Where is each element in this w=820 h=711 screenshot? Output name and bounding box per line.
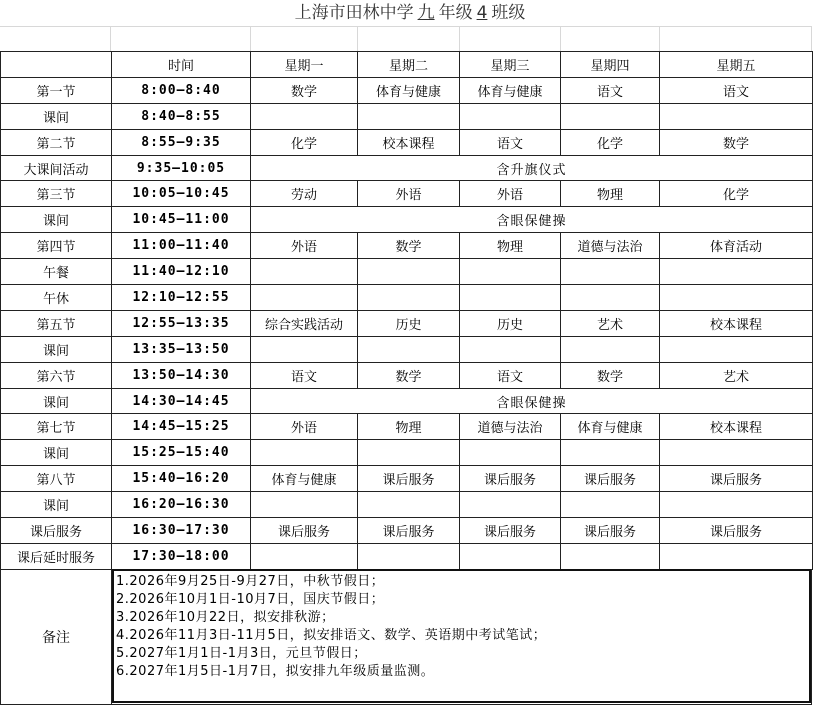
subject-cell: 外语	[251, 233, 358, 259]
notes-section	[0, 569, 812, 705]
period-label: 第四节	[1, 233, 112, 259]
subject-cell	[251, 492, 358, 518]
subject-cell	[460, 103, 561, 129]
subject-cell	[358, 336, 460, 362]
merged-activity-cell: 含眼保健操	[251, 207, 813, 233]
subject-cell: 物理	[460, 233, 561, 259]
subject-cell: 课后服务	[561, 466, 660, 492]
merged-activity-cell: 含眼保健操	[251, 388, 813, 414]
subject-cell	[358, 492, 460, 518]
table-row	[1, 466, 813, 492]
subject-cell	[460, 440, 561, 466]
subject-cell: 外语	[251, 414, 358, 440]
period-label: 课间	[1, 492, 112, 518]
subject-cell	[660, 259, 813, 285]
header-time: 时间	[112, 52, 251, 78]
period-time: 8:40—8:55	[112, 103, 251, 129]
notes-list	[112, 569, 811, 703]
subject-cell: 化学	[561, 129, 660, 155]
subject-cell: 历史	[460, 310, 561, 336]
merged-activity-cell: 含升旗仪式	[251, 155, 813, 181]
period-label: 课间	[1, 207, 112, 233]
period-label: 第八节	[1, 466, 112, 492]
subject-cell	[660, 336, 813, 362]
subject-cell	[358, 259, 460, 285]
period-time: 14:45—15:25	[112, 414, 251, 440]
subject-cell: 课后服务	[358, 518, 460, 544]
table-row	[1, 103, 813, 129]
period-label: 课间	[1, 388, 112, 414]
table-row	[1, 310, 813, 336]
subject-cell: 语文	[660, 77, 813, 103]
period-label: 课间	[1, 103, 112, 129]
subject-cell	[660, 103, 813, 129]
period-time: 10:05—10:45	[112, 181, 251, 207]
subject-cell	[251, 543, 358, 569]
period-label: 第三节	[1, 181, 112, 207]
period-label: 第二节	[1, 129, 112, 155]
period-label: 午餐	[1, 259, 112, 285]
table-row	[1, 77, 813, 103]
subject-cell: 综合实践活动	[251, 310, 358, 336]
header-day: 星期五	[660, 52, 813, 78]
note-line: 5.2027年1月1日-1月3日，元旦节假日；	[116, 646, 367, 661]
subject-cell	[460, 543, 561, 569]
subject-cell	[358, 103, 460, 129]
subject-cell: 数学	[358, 362, 460, 388]
period-time: 12:10—12:55	[112, 285, 251, 311]
subject-cell	[561, 492, 660, 518]
subject-cell	[561, 543, 660, 569]
subject-cell: 道德与法治	[460, 414, 561, 440]
table-row	[1, 155, 813, 181]
table-row	[1, 492, 813, 518]
page-title	[0, 0, 820, 26]
title-grade-label: 年级	[438, 3, 473, 23]
subject-cell	[660, 285, 813, 311]
period-label: 午休	[1, 285, 112, 311]
subject-cell: 数学	[561, 362, 660, 388]
table-row	[1, 207, 813, 233]
subject-cell: 化学	[660, 181, 813, 207]
table-row	[1, 518, 813, 544]
note-line: 2.2026年10月1日-10月7日，国庆节假日；	[116, 592, 385, 607]
subject-cell: 语文	[460, 362, 561, 388]
table-row	[1, 129, 813, 155]
period-time: 13:35—13:50	[112, 336, 251, 362]
subject-cell	[460, 285, 561, 311]
subject-cell: 外语	[460, 181, 561, 207]
subject-cell: 物理	[561, 181, 660, 207]
note-line: 3.2026年10月22日，拟安排秋游；	[116, 610, 335, 625]
subject-cell: 劳动	[251, 181, 358, 207]
note-line: 6.2027年1月5日-1月7日，拟安排九年级质量监测。	[116, 664, 435, 679]
period-time: 16:30—17:30	[112, 518, 251, 544]
period-label: 第一节	[1, 77, 112, 103]
period-time: 10:45—11:00	[112, 207, 251, 233]
subject-cell	[660, 492, 813, 518]
subject-cell	[358, 285, 460, 311]
table-row	[1, 336, 813, 362]
subject-cell	[460, 336, 561, 362]
subject-cell: 课后服务	[358, 466, 460, 492]
period-label: 课后服务	[1, 518, 112, 544]
table-row	[1, 388, 813, 414]
period-label: 大课间活动	[1, 155, 112, 181]
subject-cell: 课后服务	[660, 518, 813, 544]
subject-cell	[251, 336, 358, 362]
table-row	[1, 362, 813, 388]
period-time: 9:35—10:05	[112, 155, 251, 181]
subject-cell: 外语	[358, 181, 460, 207]
note-line: 1.2026年9月25日-9月27日，中秋节假日；	[116, 574, 385, 589]
table-row	[1, 285, 813, 311]
subject-cell	[358, 543, 460, 569]
subject-cell	[561, 440, 660, 466]
subject-cell: 化学	[251, 129, 358, 155]
title-class-label: 班级	[491, 3, 526, 23]
subject-cell: 物理	[358, 414, 460, 440]
subject-cell: 课后服务	[561, 518, 660, 544]
title-class: 4	[476, 3, 488, 23]
period-time: 15:40—16:20	[112, 466, 251, 492]
period-time: 8:55—9:35	[112, 129, 251, 155]
header-corner	[1, 52, 112, 78]
subject-cell: 校本课程	[660, 414, 813, 440]
period-time: 15:25—15:40	[112, 440, 251, 466]
subject-cell	[561, 336, 660, 362]
header-day: 星期三	[460, 52, 561, 78]
subject-cell: 艺术	[561, 310, 660, 336]
subject-cell: 体育活动	[660, 233, 813, 259]
table-row	[1, 259, 813, 285]
period-label: 课间	[1, 440, 112, 466]
subject-cell	[251, 259, 358, 285]
notes-label: 备注	[1, 569, 112, 705]
subject-cell: 道德与法治	[561, 233, 660, 259]
subject-cell	[660, 440, 813, 466]
table-row	[1, 543, 813, 569]
header-row	[1, 52, 813, 78]
period-time: 14:30—14:45	[112, 388, 251, 414]
table-row	[1, 414, 813, 440]
period-label: 课间	[1, 336, 112, 362]
title-grade: 九	[417, 3, 435, 23]
subject-cell	[460, 492, 561, 518]
subject-cell: 校本课程	[660, 310, 813, 336]
period-label: 第六节	[1, 362, 112, 388]
subject-cell: 体育与健康	[251, 466, 358, 492]
subject-cell	[561, 259, 660, 285]
subject-cell: 语文	[460, 129, 561, 155]
period-time: 17:30—18:00	[112, 543, 251, 569]
subject-cell	[251, 103, 358, 129]
title-school: 上海市田林中学	[294, 3, 414, 23]
subject-cell	[251, 440, 358, 466]
subject-cell: 数学	[660, 129, 813, 155]
subject-cell: 校本课程	[358, 129, 460, 155]
subject-cell: 艺术	[660, 362, 813, 388]
header-day: 星期二	[358, 52, 460, 78]
subject-cell: 语文	[251, 362, 358, 388]
subject-cell: 课后服务	[460, 466, 561, 492]
period-label: 课后延时服务	[1, 543, 112, 569]
subject-cell	[251, 285, 358, 311]
table-row	[1, 440, 813, 466]
table-row	[1, 181, 813, 207]
period-time: 11:40—12:10	[112, 259, 251, 285]
note-line: 4.2026年11月3日-11月5日，拟安排语文、数学、英语期中考试笔试；	[116, 628, 547, 643]
subject-cell	[561, 285, 660, 311]
header-day: 星期四	[561, 52, 660, 78]
period-time: 11:00—11:40	[112, 233, 251, 259]
subject-cell: 体育与健康	[460, 77, 561, 103]
period-time: 12:55—13:35	[112, 310, 251, 336]
period-time: 13:50—14:30	[112, 362, 251, 388]
subject-cell	[358, 440, 460, 466]
period-label: 第五节	[1, 310, 112, 336]
subject-cell	[561, 103, 660, 129]
subject-cell	[660, 543, 813, 569]
table-row	[1, 233, 813, 259]
subject-cell	[460, 259, 561, 285]
header-day: 星期一	[251, 52, 358, 78]
timetable	[0, 51, 813, 570]
subject-cell: 体育与健康	[561, 414, 660, 440]
subject-cell: 历史	[358, 310, 460, 336]
subject-cell: 数学	[251, 77, 358, 103]
subject-cell: 体育与健康	[358, 77, 460, 103]
period-time: 16:20—16:30	[112, 492, 251, 518]
subject-cell: 课后服务	[660, 466, 813, 492]
subject-cell: 数学	[358, 233, 460, 259]
subject-cell: 语文	[561, 77, 660, 103]
spacer-row	[0, 26, 812, 51]
subject-cell: 课后服务	[251, 518, 358, 544]
period-label: 第七节	[1, 414, 112, 440]
period-time: 8:00—8:40	[112, 77, 251, 103]
subject-cell: 课后服务	[460, 518, 561, 544]
